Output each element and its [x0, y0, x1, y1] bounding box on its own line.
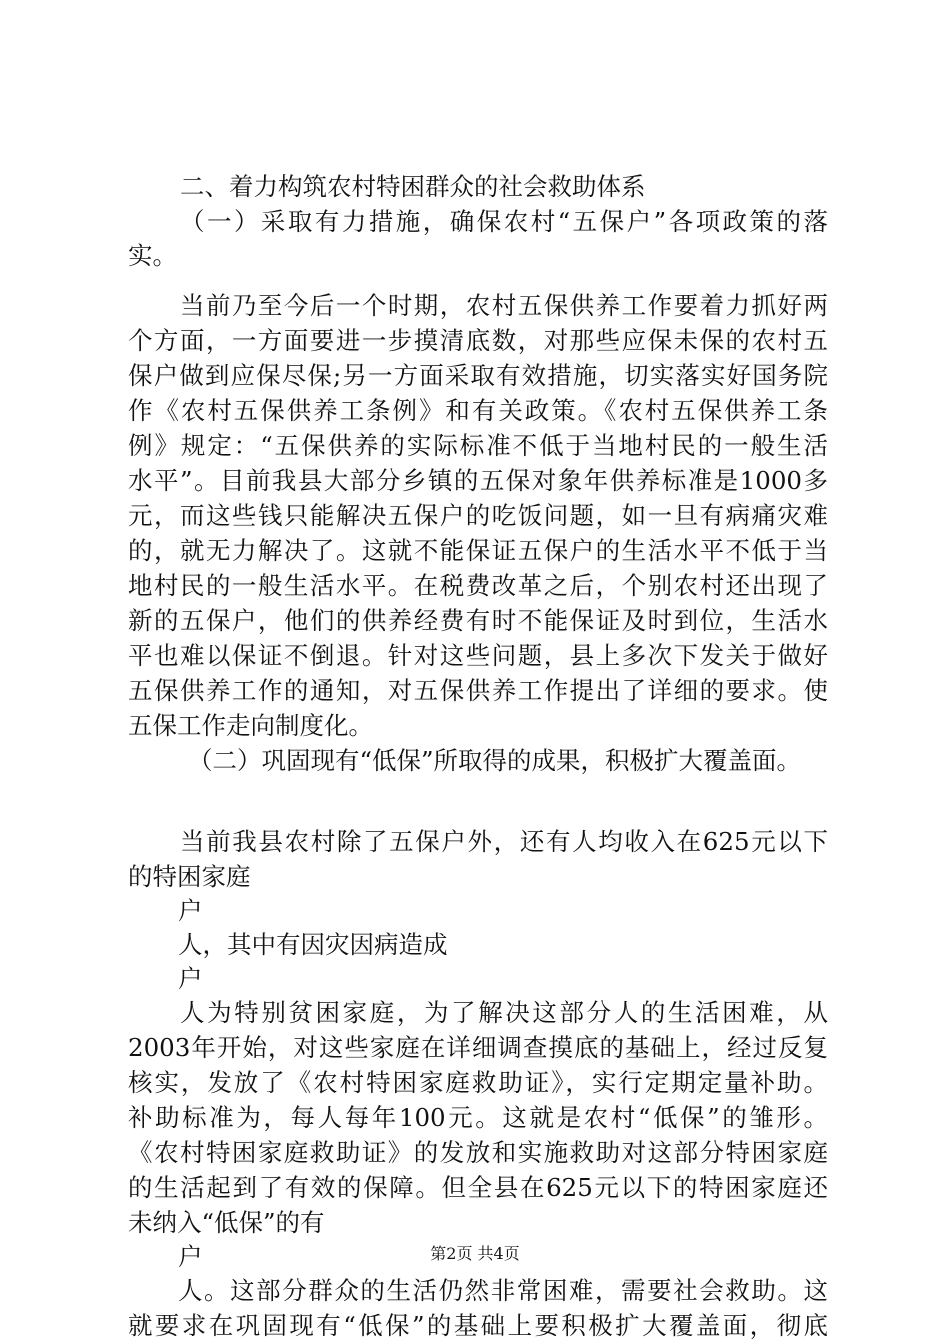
text-line: 五保供养工作的通知，对五保供养工作提出了详细的要求。使: [128, 676, 828, 705]
page-footer: 第2页 共4页: [430, 1244, 520, 1263]
text-line: 保户做到应保尽保;另一方面采取有效措施，切实落实好国务院: [128, 361, 828, 390]
text-line: 地村民的一般生活水平。在税费改革之后，个别农村还出现了: [128, 571, 828, 600]
text-line: 核实，发放了《农村特困家庭救助证》，实行定期定量补助。: [128, 1068, 828, 1097]
text-line: 新的五保户，他们的供养经费有时不能保证及时到位，生活水: [128, 606, 828, 635]
text-line: 人，其中有因灾因病造成: [178, 930, 448, 959]
text-line: 户: [178, 896, 203, 925]
text-line: 户: [178, 964, 203, 993]
text-line: 当前乃至今后一个时期，农村五保供养工作要着力抓好两: [180, 291, 828, 320]
text-line: （二）巩固现有“低保”所取得的成果，积极扩大覆盖面。: [188, 746, 802, 775]
text-line: 户: [178, 1242, 203, 1271]
text-line: 五保工作走向制度化。: [128, 711, 373, 740]
text-line: 元，而这些钱只能解决五保户的吃饭问题，如一旦有病痛灾难: [128, 501, 828, 530]
text-line: 就要求在巩固现有“低保”的基础上要积极扩大覆盖面，彻底: [128, 1311, 828, 1340]
text-line: （一）采取有力措施，确保农村“五保户”各项政策的落: [180, 207, 828, 236]
text-line: 《农村特困家庭救助证》的发放和实施救助对这部分特困家庭: [128, 1138, 828, 1167]
text-line: 未纳入“低保”的有: [128, 1208, 325, 1237]
text-line: 人。这部分群众的生活仍然非常困难，需要社会救助。这: [178, 1276, 828, 1305]
text-line: 二、着力构筑农村特困群众的社会救助体系: [180, 172, 646, 201]
text-line: 补助标准为，每人每年100元。这就是农村“低保”的雏形。: [128, 1103, 828, 1132]
text-line: 例》规定：“五保供养的实际标准不低于当地村民的一般生活: [128, 431, 828, 460]
text-line: 当前我县农村除了五保户外，还有人均收入在625元以下: [180, 827, 828, 856]
text-line: 的生活起到了有效的保障。但全县在625元以下的特困家庭还: [128, 1173, 828, 1202]
text-line: 作《农村五保供养工条例》和有关政策。《农村五保供养工条: [128, 396, 828, 425]
text-line: 的特困家庭: [128, 862, 251, 891]
text-line: 2003年开始，对这些家庭在详细调查摸底的基础上，经过反复: [128, 1033, 828, 1062]
text-line: 实。: [128, 241, 177, 270]
text-line: 的，就无力解决了。这就不能保证五保户的生活水平不低于当: [128, 536, 828, 565]
text-line: 水平”。目前我县大部分乡镇的五保对象年供养标准是1000多: [128, 466, 828, 495]
text-line: 平也难以保证不倒退。针对这些问题，县上多次下发关于做好: [128, 641, 828, 670]
text-line: 个方面，一方面要进一步摸清底数，对那些应保未保的农村五: [128, 326, 828, 355]
text-line: 人为特别贫困家庭，为了解决这部分人的生活困难，从: [180, 998, 828, 1027]
